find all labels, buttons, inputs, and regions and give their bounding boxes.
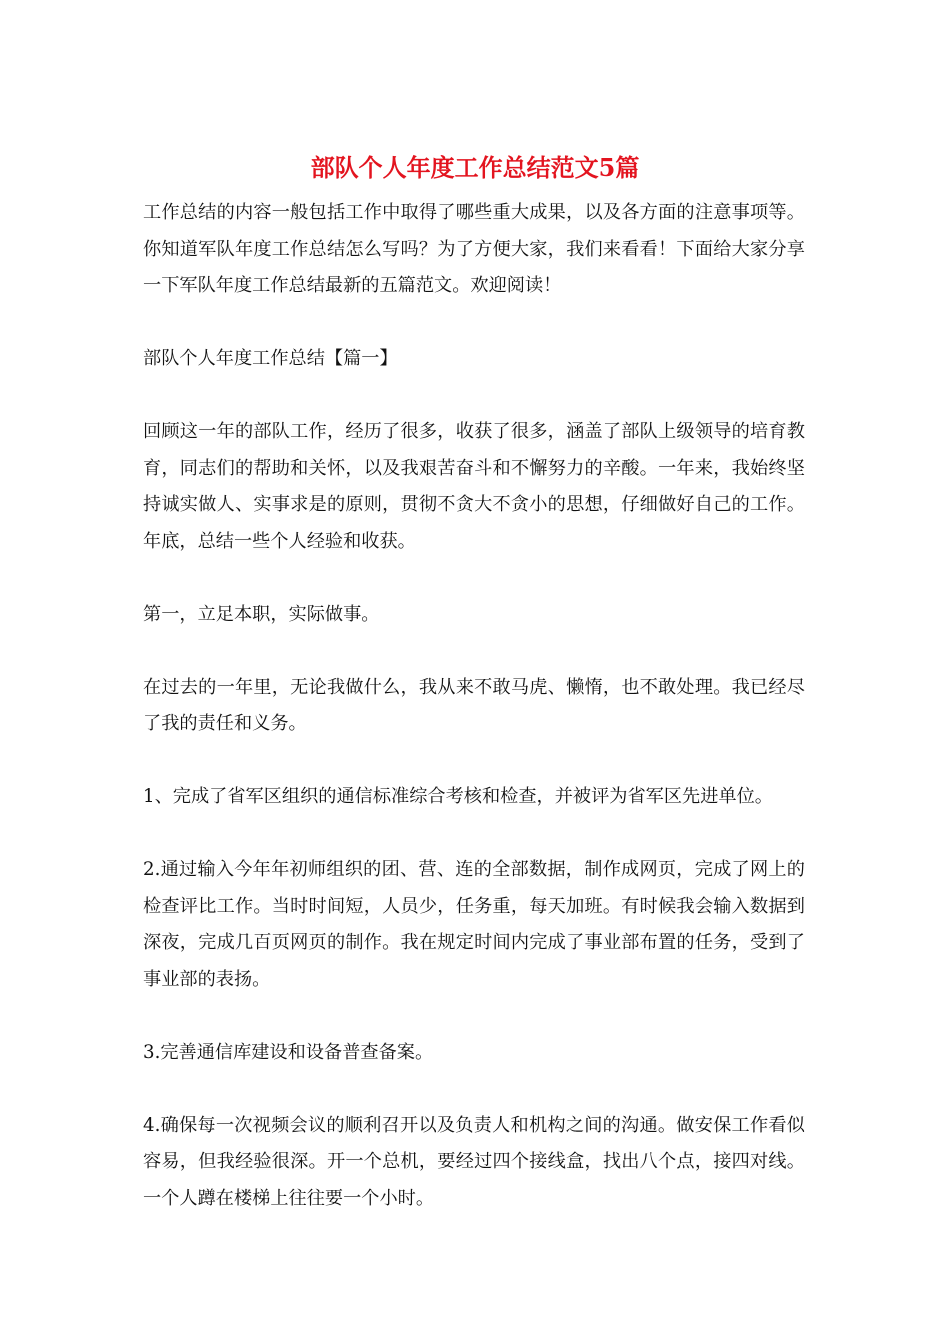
list-item-3: 3.完善通信库建设和设备普查备案。 [143, 1041, 434, 1063]
list-item-1: 1、完成了省军区组织的通信标准综合考核和检查，并被评为省军区先进单位。 [143, 786, 773, 807]
section-heading: 部队个人年度工作总结【篇一】 [143, 348, 398, 369]
subheading-paragraph: 第一，立足本职，实际做事。 [143, 603, 380, 625]
intro-paragraph: 工作总结的内容一般包括工作中取得了哪些重大成果，以及各方面的注意事项等。你知道军队年度工作总结怎么写吗？为了方便大家，我们来看看！下面给大家分享一下军队年度工作总结最新的五篇范文。欢迎阅读！ [143, 202, 805, 296]
document-body [143, 195, 805, 1254]
paragraph: 回顾这一年的部队工作，经历了很多，收获了很多，涵盖了部队上级领导的培育教育，同志们的帮助和关怀，以及我艰苦奋斗和不懈努力的辛酸。一年来，我始终坚持诚实做人、实事求是的原则，贯彻不贪大不贪小的思想，仔细做好自己的工作。年底，总结一些个人经验和收获。 [143, 421, 805, 552]
list-item-4: 4.确保每一次视频会议的顺利召开以及负责人和机构之间的沟通。做安保工作看似容易，但我经验很深。开一个总机，要经过四个接线盒，找出八个点，接四对线。一个人蹲在楼梯上往往要一个小时。 [143, 1114, 805, 1209]
paragraph: 在过去的一年里，无论我做什么，我从来不敢马虎、懒惰，也不敢处理。我已经尽了我的责任和义务。 [143, 676, 805, 734]
list-item-2: 2.通过输入今年年初师组织的团、营、连的全部数据，制作成网页，完成了网上的检查评比工作。当时时间短，人员少，任务重，每天加班。有时候我会输入数据到深夜，完成几百页网页的制作。我在规定时间内完成了事业部布置的任务，受到了事业部的表扬。 [143, 859, 805, 990]
document-title: 部队个人年度工作总结范文5篇 [310, 153, 640, 182]
